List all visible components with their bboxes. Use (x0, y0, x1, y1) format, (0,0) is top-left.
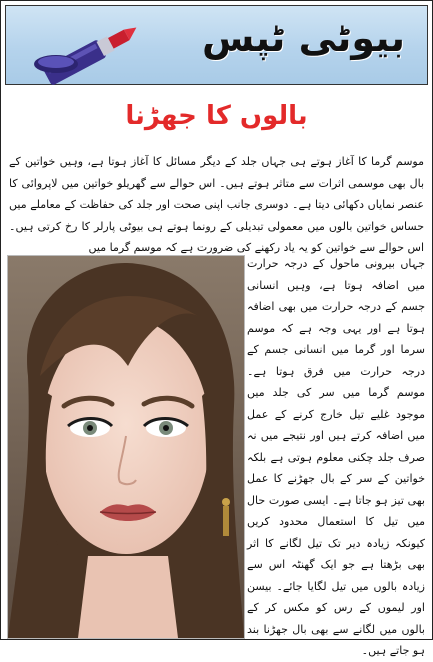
portrait-photo (7, 255, 245, 639)
woman-portrait (8, 256, 244, 638)
page-title: بیوٹی ٹپس (201, 16, 405, 60)
lipstick-icon (26, 12, 146, 78)
article-subtitle: بالوں کا جھڑنا (125, 101, 308, 131)
intro-paragraph: موسم گرما کا آغاز ہوتے ہی جہاں جلد کے دیگر مسائل کا آغاز ہوتا ہے، وہیں خواتین کے بال بھی موسمی اثرات سے متاثر ہوتے ہیں۔ اس حوالے سے گھریلو خواتین میں لاپروائی کا عنصر نمایاں دکھائی دیتا ہے۔ دوسری جانب اپنی صحت اور جلد کی حفاظت کے معاملے میں حساس خواتین بالوں میں معمولی تبدیلی کے رونما ہوتے ہی بیوٹی پارلر کا رخ کرتی ہیں۔ اس حوالے سے خواتین کو یہ یاد رکھنے کی ضرورت ہے کہ موسم گرما میں (9, 155, 424, 254)
body-paragraph: جہاں بیرونی ماحول کے درجہ حرارت میں اضافہ ہوتا ہے، وہیں انسانی جسم کے درجہ حرارت میں بھی اضافہ ہوتا ہے اور یہی وجہ ہے کہ موسم سرما اور گرما میں انسانی جسم کے درجہ حرارت میں فرق ہوتا ہے۔ موسم گرما میں سر کی جلد میں موجود غلیے تیل خارج کرنے کے عمل میں اضافہ کرتے ہیں اور نتیجے میں نہ صرف جلد چکنی معلوم ہوتی ہے بلکہ خواتین کے سر کے بال جھڑنے کا عمل بھی تیز ہو جاتا ہے۔ ایسی صورت حال میں تیل کا استعمال محدود کریں کیونکہ زیادہ دیر تک تیل لگانے کا اثر بھی بڑھتا ہے جو ایک گھنٹہ اس سے زیادہ بالوں میں تیل لگایا جائے۔ بیسن اور لیموں کے رس کو مکس کر کے بالوں میں لگانے سے بھی بال جھڑنا بند ہو جاتے ہیں۔ (247, 257, 425, 657)
header-banner (5, 5, 428, 85)
